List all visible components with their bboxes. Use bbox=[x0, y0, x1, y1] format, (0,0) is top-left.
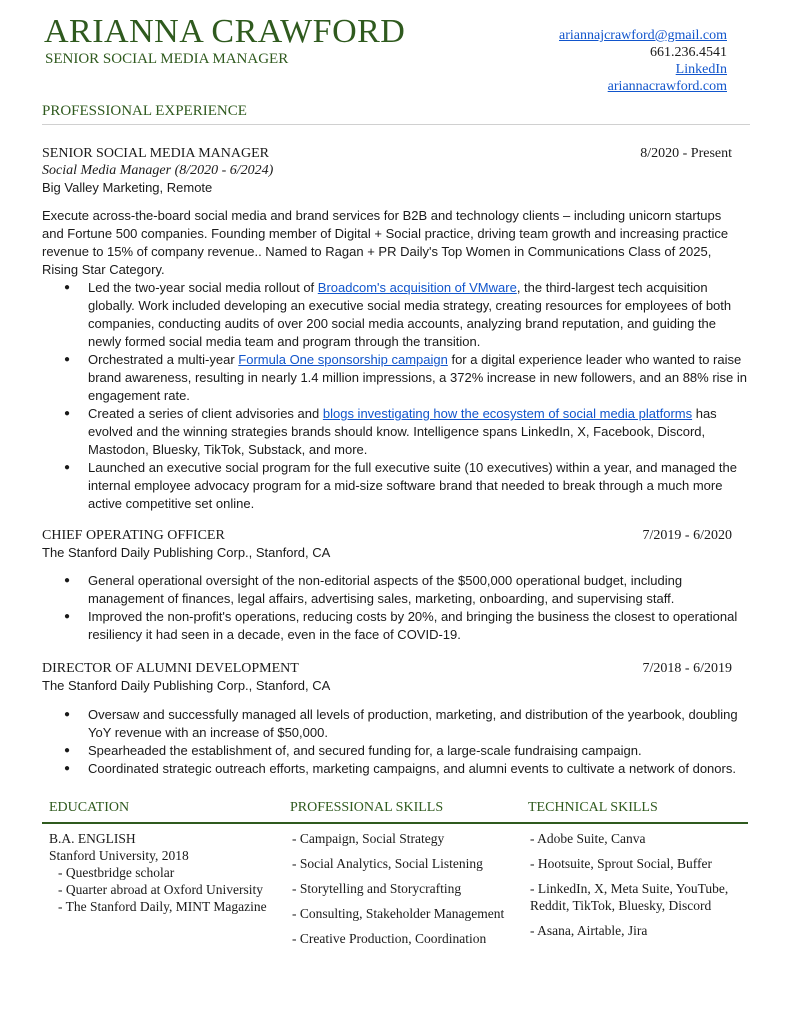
list-item: - Social Analytics, Social Listening bbox=[292, 856, 483, 871]
job-organization: Big Valley Marketing, Remote bbox=[42, 180, 213, 195]
list-item: ● Oversaw and successfully managed all levels of production, marketing, and distribution of the yearbook, doubling YoY revenue with an increase of $50,000. bbox=[42, 706, 748, 742]
technical-skills-column bbox=[530, 830, 752, 947]
professional-skills-heading: PROFESSIONAL SKILLS bbox=[290, 800, 444, 815]
school: Stanford University, 2018 bbox=[49, 848, 189, 863]
job-organization: The Stanford Daily Publishing Corp., Stanford, CA bbox=[42, 545, 331, 560]
list-item: ● Improved the non-profit's operations, reducing costs by 20%, and bringing the business the closest to operational resiliency it had seen in a decade, even in the face of COVID-19. bbox=[42, 608, 748, 644]
list-item: ● Orchestrated a multi-year Formula One sponsorship campaign for a digital experience leader who wanted to raise brand awareness, resulting in nearly 1.4 million impressions, a 372% increase in new followers, and an 88% rise in engagement rate. bbox=[42, 351, 748, 405]
list-item: ● Coordinated strategic outreach efforts, marketing campaigns, and alumni events to cultivate a network of donors. bbox=[42, 760, 748, 778]
section-divider bbox=[42, 124, 750, 125]
list-item: - Hootsuite, Sprout Social, Buffer bbox=[530, 856, 712, 871]
list-item: ● Led the two-year social media rollout of Broadcom's acquisition of VMware, the third-largest tech acquisition globally. Work included developing an executive social media strategy, creating resources for employees of both companies, conducting audits of over 200 social media accounts, analyzing brand reputation, and guiding the newly formed social media team and program through the transition. bbox=[42, 279, 748, 351]
list-item: - Storytelling and Storycrafting bbox=[292, 881, 462, 896]
job-director-alumni-development bbox=[42, 660, 732, 695]
job-dates: 7/2018 - 6/2019 bbox=[642, 661, 732, 676]
job-dates: 7/2019 - 6/2020 bbox=[642, 528, 732, 543]
social-platforms-blog-link[interactable]: blogs investigating how the ecosystem of social media platforms bbox=[322, 406, 693, 421]
job-senior-social-media-manager bbox=[42, 145, 732, 279]
linkedin-link[interactable]: LinkedIn bbox=[675, 62, 727, 77]
list-item: ● Created a series of client advisories and blogs investigating how the ecosystem of social media platforms has evolved and the winning strategies brands should know. Intelligence spans LinkedIn, X, Facebook, Discord, Mastodon, Bluesky, TikTok, Substack, and more. bbox=[42, 405, 748, 459]
list-item: - Asana, Airtable, Jira bbox=[530, 923, 648, 938]
candidate-title: SENIOR SOCIAL MEDIA MANAGER bbox=[45, 51, 289, 67]
list-item: - Adobe Suite, Canva bbox=[530, 831, 646, 846]
list-item: - Quarter abroad at Oxford University bbox=[58, 882, 264, 897]
email-link[interactable]: ariannajcrawford@gmail.com bbox=[559, 28, 727, 43]
job-organization: The Stanford Daily Publishing Corp., Stanford, CA bbox=[42, 678, 331, 693]
job-dates: 8/2020 - Present bbox=[640, 146, 732, 161]
job-bullet-list bbox=[42, 279, 748, 513]
formula-one-campaign-link[interactable]: Formula One sponsorship campaign bbox=[238, 352, 448, 367]
list-item: - Questbridge scholar bbox=[58, 865, 175, 880]
list-item: ● General operational oversight of the non-editorial aspects of the $500,000 operational budget, including management of finances, legal affairs, advertising sales, marketing, onboarding, and supervising staff. bbox=[42, 572, 748, 608]
job-chief-operating-officer bbox=[42, 527, 732, 562]
list-item: - Consulting, Stakeholder Management bbox=[292, 906, 505, 921]
candidate-name: ARIANNA CRAWFORD bbox=[44, 13, 406, 50]
phone-number: 661.236.4541 bbox=[650, 45, 727, 60]
broadcom-vmware-link[interactable]: Broadcom's acquisition of VMware bbox=[317, 280, 517, 295]
job-title: DIRECTOR OF ALUMNI DEVELOPMENT bbox=[42, 661, 299, 676]
job-title: SENIOR SOCIAL MEDIA MANAGER bbox=[42, 146, 269, 161]
list-item: - Creative Production, Coordination bbox=[292, 931, 487, 946]
job-title: CHIEF OPERATING OFFICER bbox=[42, 528, 225, 543]
contact-block bbox=[559, 27, 727, 95]
section-divider bbox=[42, 822, 748, 824]
technical-skills-heading: TECHNICAL SKILLS bbox=[528, 800, 658, 815]
job-bullet-list bbox=[42, 572, 748, 644]
education-column bbox=[49, 830, 281, 915]
list-item: - LinkedIn, X, Meta Suite, YouTube, Reddit, TikTok, Bluesky, Discord bbox=[530, 881, 729, 913]
degree: B.A. ENGLISH bbox=[49, 831, 136, 846]
job-bullet-list bbox=[42, 706, 748, 778]
experience-heading: PROFESSIONAL EXPERIENCE bbox=[42, 103, 247, 119]
list-item: - The Stanford Daily, MINT Magazine bbox=[58, 899, 267, 914]
job-subtitle: Social Media Manager (8/2020 - 6/2024) bbox=[42, 163, 274, 178]
website-link[interactable]: ariannacrawford.com bbox=[607, 79, 727, 94]
professional-skills-column bbox=[292, 830, 524, 955]
list-item: - Campaign, Social Strategy bbox=[292, 831, 445, 846]
list-item: ● Spearheaded the establishment of, and secured funding for, a large-scale fundraising campaign. bbox=[42, 742, 748, 760]
list-item: ● Launched an executive social program for the full executive suite (10 executives) within a year, and managed the internal employee advocacy program for a mid-size software brand that needed to break through a much more active competitive set online. bbox=[42, 459, 748, 513]
job-summary: Execute across-the-board social media and brand services for B2B and technology clients – including unicorn startups and Fortune 500 companies. Founding member of Digital + Social practice, driving team growth and increasing practice revenue to 15% of company revenue.. Named to Ragan + PR Daily's Top Women in Communications Class of 2025, Rising Star Category. bbox=[42, 208, 729, 277]
education-heading: EDUCATION bbox=[49, 800, 130, 815]
